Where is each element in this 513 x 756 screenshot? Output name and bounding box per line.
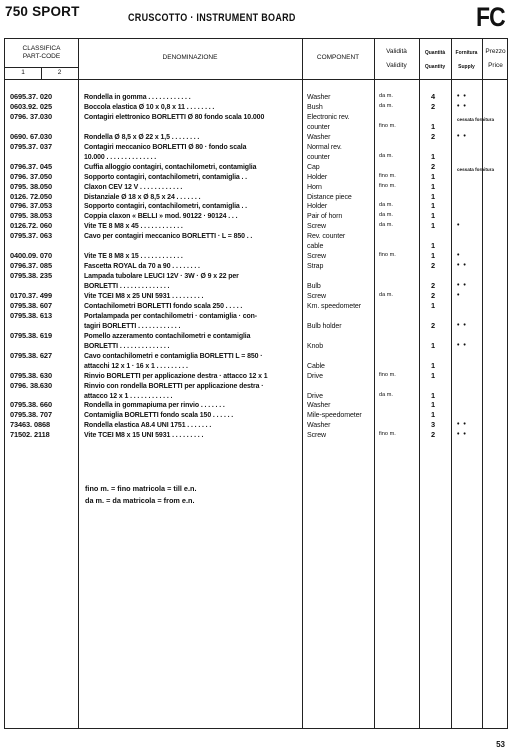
row-quantity: 2 [430, 161, 436, 171]
row-quantity: 1 [430, 121, 436, 131]
table-row [5, 221, 507, 230]
row-quantity: 1 [430, 400, 436, 410]
row-supply: • [457, 292, 461, 299]
table-row [5, 261, 507, 270]
table-row [5, 92, 507, 101]
row-description: Rondella in gommapiuma per rinvio . . . . . . . [84, 400, 225, 410]
row-supply: • • [457, 282, 467, 290]
row-supply: • • [457, 421, 467, 429]
row-quantity: 1 [430, 300, 436, 310]
table-row [5, 142, 507, 151]
table-row [5, 301, 507, 310]
row-component: Rev. counter [307, 231, 346, 241]
row-part-code: 0400.09. 070 [10, 251, 52, 261]
row-description: Rinvio BORLETTI per applicazione destra · attacco 12 x 1 [84, 370, 268, 380]
row-supply: • • [457, 102, 467, 110]
row-part-code: 0795.38. 607 [10, 300, 52, 310]
row-description: attacchi 12 x 1 · 16 x 1 . . . . . . . . . [84, 360, 188, 370]
section-code: FC [476, 2, 505, 32]
row-quantity: 1 [430, 201, 436, 211]
table-row [5, 430, 507, 439]
header-supply: Fornitura Supply [455, 50, 478, 70]
row-part-code: 71502. 2118 [10, 430, 50, 440]
row-quantity: 1 [430, 340, 436, 350]
row-validity: da m. [379, 292, 393, 298]
row-validity: fino m. [379, 252, 396, 259]
page-number: 53 [496, 740, 505, 749]
row-component: Normal rev. [307, 141, 342, 151]
row-part-code: 0795.38. 660 [10, 400, 52, 410]
section-title: CRUSCOTTO · INSTRUMENT BOARD [128, 11, 296, 24]
row-component: Bulb holder [307, 320, 342, 330]
row-quantity: 1 [430, 410, 436, 420]
row-part-code: 0795.38. 627 [10, 350, 52, 360]
row-validity: da m. [379, 152, 393, 159]
row-part-code: 0690. 67.030 [10, 131, 52, 141]
row-description: Cavo per contagiri meccanico BORLETTI · L = 850 . . [84, 231, 253, 241]
row-part-code: 0795.38. 613 [10, 310, 52, 320]
row-quantity: 1 [430, 370, 436, 380]
footnote-fino: fino m. = fino matricola = till e.n. [85, 484, 197, 493]
row-component: Holder [307, 171, 328, 181]
table-row [5, 281, 507, 290]
row-component: Drive [307, 370, 323, 380]
row-quantity: 1 [430, 191, 436, 201]
row-component: Drive [307, 390, 323, 400]
row-part-code: 0796. 37.050 [10, 171, 52, 181]
row-part-code: 0796. 38.630 [10, 380, 52, 390]
row-description: Pomello azzeramento contachilometri e contamiglia [84, 330, 251, 340]
row-component: Strap [307, 261, 324, 271]
row-description: Vite TCEI M8 x 15 UNI 5931 . . . . . . . . . [84, 430, 204, 440]
row-description: tagiri BORLETTI . . . . . . . . . . . . [84, 320, 181, 330]
row-part-code: 0795.38. 619 [10, 330, 52, 340]
header-quantity: Quantità Quantity [424, 50, 446, 70]
row-component: Screw [307, 291, 327, 300]
row-quantity: 2 [430, 430, 436, 440]
row-description: Rondella Ø 8,5 x Ø 22 x 1,5 . . . . . . . . [84, 131, 200, 141]
row-supply: • • [457, 132, 467, 140]
row-quantity: 2 [430, 281, 436, 291]
header-price: Prezzo Price [485, 48, 506, 69]
row-component: Cap [307, 161, 320, 171]
row-component: Screw [307, 251, 327, 261]
table-row [5, 132, 507, 141]
table-row [5, 271, 507, 280]
table-row [5, 152, 507, 161]
table-row [5, 231, 507, 240]
row-part-code: 0795.37. 063 [10, 231, 52, 241]
row-component: Horn [307, 181, 322, 191]
row-component: Pair of horn [307, 211, 343, 221]
row-component: Km. speedometer [307, 300, 362, 310]
table-row [5, 102, 507, 111]
footnote-da: da m. = da matricola = from e.n. [85, 496, 195, 505]
table-row [5, 371, 507, 380]
row-validity: da m. [379, 391, 393, 398]
row-component: counter [307, 151, 330, 161]
table-row [5, 251, 507, 260]
row-component: Bush [307, 101, 323, 111]
row-supply-note: cessata fornitura [457, 166, 495, 172]
row-description: Boccola elastica Ø 10 x 0,8 x 11 . . . . . . . . [84, 101, 215, 111]
row-supply: • [457, 222, 461, 230]
row-quantity: 2 [430, 101, 436, 111]
row-component: Bulb [307, 281, 321, 291]
table-row [5, 361, 507, 370]
row-description: Contagiri elettronico BORLETTI Ø 80 fondo scala 10.000 [84, 111, 265, 121]
table-row [5, 341, 507, 350]
table-row [5, 410, 507, 419]
row-quantity: 3 [430, 420, 436, 430]
row-component: Screw [307, 221, 327, 231]
table-row [5, 321, 507, 330]
row-part-code: 0795. 38.050 [10, 181, 52, 191]
row-component: Washer [307, 400, 331, 410]
table-row [5, 351, 507, 360]
row-part-code: 73463. 0868 [10, 420, 50, 430]
row-description: Rinvio con rondella BORLETTI per applicazione destra · [84, 380, 264, 390]
model-title: 750 SPORT [5, 4, 80, 19]
row-component: Washer [307, 420, 331, 430]
parts-table [4, 38, 508, 729]
table-row [5, 291, 507, 300]
table-row [5, 112, 507, 121]
row-supply: • • [457, 431, 467, 439]
table-row [5, 420, 507, 429]
row-component: Distance piece [307, 191, 352, 201]
row-description: Sopporto contagiri, contachilometri, contamiglia . . [84, 201, 248, 211]
row-part-code: 0603.92. 025 [10, 101, 52, 111]
row-part-code: 0796. 37.030 [10, 111, 52, 121]
row-description: Sopporto contagiri, contachilometri, contamiglia . . [84, 171, 248, 181]
row-description: Contagiri meccanico BORLETTI Ø 80 · fondo scala [84, 141, 247, 151]
row-validity: da m. [379, 102, 393, 109]
row-quantity: 1 [430, 241, 436, 251]
row-quantity: 1 [430, 181, 436, 191]
header-validity: Validità Validity [386, 48, 407, 69]
table-row [5, 311, 507, 320]
row-component: Holder [307, 201, 328, 211]
table-row [5, 182, 507, 191]
header-denominazione: DENOMINAZIONE [162, 54, 218, 61]
row-description: Lampada tubolare LEUCI 12V · 3W · Ø 9 x 22 per [84, 271, 239, 281]
row-description: Vite TCEI M8 x 25 UNI 5931 . . . . . . . . . [84, 291, 204, 300]
row-description: Portalampada per contachilometri · contamiglia · con- [84, 310, 257, 320]
row-part-code: 0796. 37.053 [10, 201, 52, 211]
row-component: Knob [307, 340, 324, 350]
table-row [5, 201, 507, 210]
row-quantity: 1 [430, 221, 436, 231]
row-part-code: 0796.37. 045 [10, 161, 52, 171]
row-component: Cable [307, 360, 325, 370]
row-part-code: 0126.72. 060 [10, 221, 52, 231]
header-component: COMPONENT [316, 54, 360, 61]
row-supply: • [457, 252, 461, 260]
row-supply: • • [457, 321, 467, 329]
row-validity: da m. [379, 222, 393, 229]
row-description: Distanziale Ø 18 x Ø 8,5 x 24 . . . . . . . [84, 191, 201, 201]
row-description: Contamiglia BORLETTI fondo scala 150 . . . . . . [84, 410, 234, 420]
row-part-code: 0795.37. 037 [10, 141, 52, 151]
header-sub-1: 1 [21, 69, 25, 76]
table-row [5, 241, 507, 250]
header-classifica: CLASSIFICA PART-CODE [22, 45, 61, 60]
row-part-code: 0796.37. 085 [10, 261, 52, 271]
row-description: 10.000 . . . . . . . . . . . . . . [84, 151, 157, 161]
table-row [5, 211, 507, 220]
table-row [5, 162, 507, 171]
row-description: Fascetta ROYAL da 70 a 90 . . . . . . . . [84, 261, 200, 271]
row-supply-note: cessata fornitura [457, 116, 495, 122]
row-validity: fino m. [379, 182, 396, 189]
row-part-code: 0795.38. 235 [10, 271, 52, 281]
row-component: Electronic rev. [307, 111, 350, 121]
row-component: Screw [307, 430, 327, 440]
row-validity: da m. [379, 93, 393, 99]
row-quantity: 1 [430, 360, 436, 370]
row-description: Rondella in gomma . . . . . . . . . . . . [84, 92, 191, 101]
header-sub-2: 2 [57, 69, 62, 76]
table-row [5, 192, 507, 201]
row-validity: da m. [379, 202, 393, 209]
row-description: Cavo contachilometri e contamiglia BORLETTI L = 850 · [84, 350, 263, 360]
row-validity: da m. [379, 212, 393, 219]
row-validity: fino m. [379, 371, 396, 378]
row-description: attacco 12 x 1 . . . . . . . . . . . . [84, 390, 173, 400]
row-part-code: 0795. 38.053 [10, 211, 52, 221]
row-component: Washer [307, 131, 331, 141]
row-description: Claxon CEV 12 V . . . . . . . . . . . . [84, 181, 183, 191]
row-component: counter [307, 121, 330, 131]
table-row [5, 331, 507, 340]
row-supply: • • [457, 341, 467, 349]
row-component: Washer [307, 92, 331, 101]
row-description: Contachilometri BORLETTI fondo scala 250 . . . . . [84, 300, 243, 310]
row-description: Cuffia alloggio contagiri, contachilometri, contamiglia [84, 161, 257, 171]
row-description: Vite TE 8 M8 x 15 . . . . . . . . . . . . [84, 251, 183, 261]
table-row [5, 381, 507, 390]
row-description: BORLETTI . . . . . . . . . . . . . . [84, 340, 170, 350]
row-supply: • • [457, 262, 467, 270]
row-quantity: 1 [430, 390, 436, 400]
row-component: Mile-speedometer [307, 410, 362, 420]
row-validity: fino m. [379, 172, 396, 179]
row-part-code: 0170.37. 499 [10, 291, 52, 300]
row-part-code: 0795.38. 707 [10, 410, 52, 420]
row-validity: fino m. [379, 431, 396, 438]
table-row [5, 400, 507, 409]
row-description: Rondella elastica A8.4 UNI 1751 . . . . . . . [84, 420, 212, 430]
row-component: cable [307, 241, 324, 251]
row-quantity: 2 [430, 291, 436, 300]
row-supply: • • [457, 93, 467, 100]
row-description: Vite TE 8 M8 x 45 . . . . . . . . . . . . [84, 221, 183, 231]
row-part-code: 0126. 72.050 [10, 191, 52, 201]
row-quantity: 2 [430, 261, 436, 271]
row-quantity: 2 [430, 131, 436, 141]
row-part-code: 0695.37. 020 [10, 92, 52, 101]
row-quantity: 2 [430, 320, 436, 330]
row-quantity: 1 [430, 171, 436, 181]
row-quantity: 1 [430, 211, 436, 221]
row-quantity: 1 [430, 251, 436, 261]
row-description: Coppia claxon « BELLI » mod. 90122 · 90124 . . . [84, 211, 238, 221]
table-row [5, 391, 507, 400]
row-quantity: 1 [430, 151, 436, 161]
row-validity: fino m. [379, 122, 396, 129]
row-part-code: 0795.38. 630 [10, 370, 52, 380]
row-quantity: 4 [430, 92, 436, 101]
row-description: BORLETTI . . . . . . . . . . . . . . [84, 281, 170, 291]
